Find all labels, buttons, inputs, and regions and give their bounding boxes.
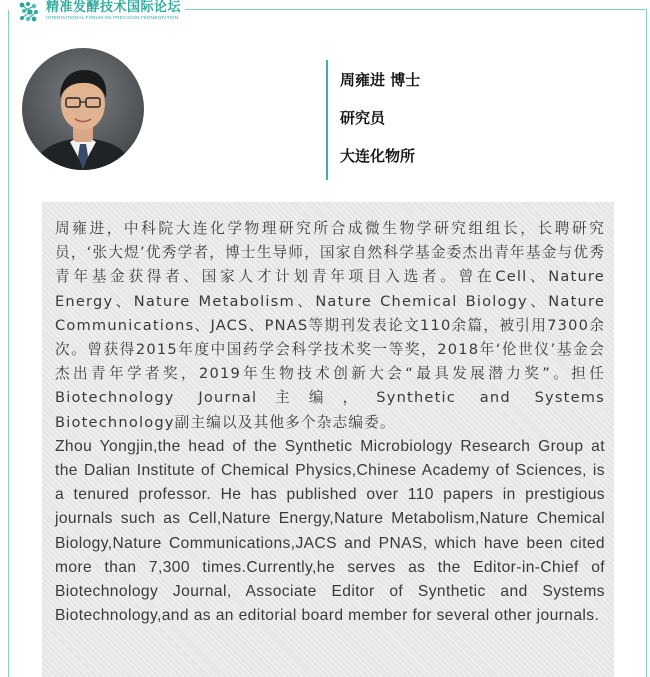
bio-text — [55, 217, 605, 628]
profile-divider — [326, 60, 328, 180]
forum-title: 精准发酵技术国际论坛 — [46, 0, 182, 15]
dna-molecule-icon — [18, 1, 40, 23]
frame-left-line — [8, 10, 9, 677]
forum-subtitle: INTERNATIONAL FORUM ON PRECISION FERMENTATION — [46, 15, 179, 20]
forum-logo — [18, 1, 185, 23]
logo-text — [46, 1, 181, 21]
speaker-name: 周雍进 博士 — [340, 71, 421, 89]
profile-info — [340, 70, 420, 184]
bio-chinese: 周雍进，中科院大连化学物理研究所合成微生物学研究组组长，长聘研究员，‘张大煜’优秀学者，博士生导师，国家自然科学基金委杰出青年基金与优秀青年基金获得者、国家人才计划青年项目入选者。曾在Cell、Nature Energy、Nature Metabolism、Nature Chemical Biology、Nature Communications、JACS、PNAS等期刊发表论文110余篇，被引用7300余次。曾获得2015年度中国药学会科学技术奖一等奖，2018年‘伦世仪’基金会杰出青年学者奖，2019年生物技术创新大会“最具发展潜力奖”。担任Biotechnology Journal主编，Synthetic and Systems Biotechnology副主编以及其他多个杂志编委。 — [55, 220, 605, 431]
speaker-position: 研究员 — [340, 109, 386, 127]
portrait-photo — [22, 48, 144, 170]
speaker-institution: 大连化物所 — [340, 147, 416, 165]
frame-top-line — [168, 9, 647, 10]
bio-english: Zhou Yongjin,the head of the Synthetic Microbiology Research Group at the Dalian Institute of Chemical Physics,Chinese Academy of Sciences, is a tenured professor. He has published over 110 papers in prestigious journals such as Cell,Nature Energy,Nature Metabolism,Nature Chemical Biology,Nature Communications,JACS and PNAS, which have been cited more than 7,300 times.Currently,he serves as the Editor-in-Chief of Biotechnology Journal, Associate Editor of Synthetic and Systems Biotechnology,and as an editorial board member for several other journals. — [55, 437, 605, 625]
frame-right-line — [646, 10, 647, 677]
